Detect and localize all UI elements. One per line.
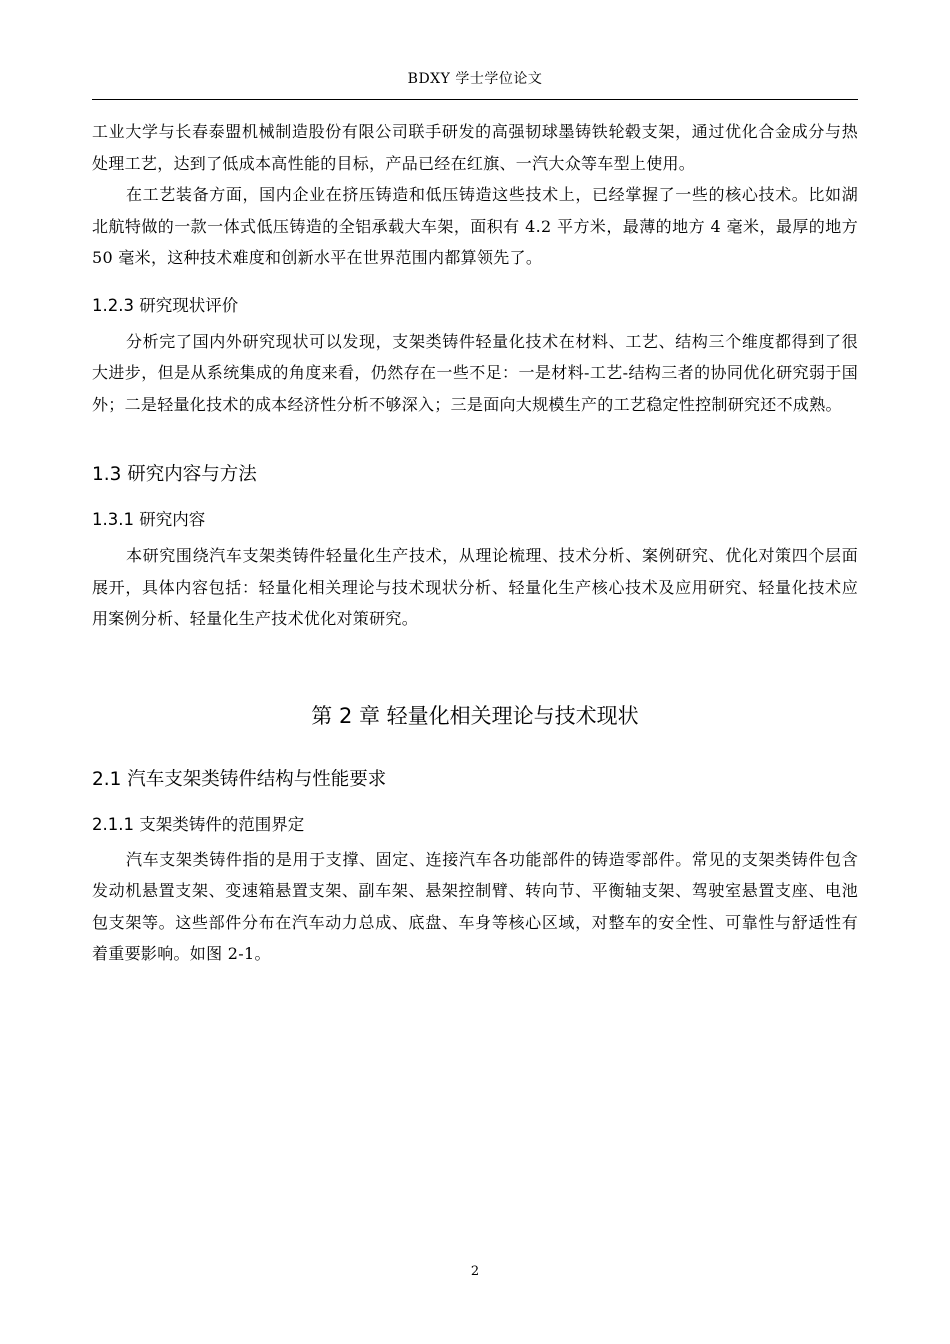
paragraph-research-content: 本研究围绕汽车支架类铸件轻量化生产技术，从理论梳理、技术分析、案例研究、优化对策四个层面展开，具体内容包括：轻量化相关理论与技术现状分析、轻量化生产核心技术及应用研究、轻量化技术应用案例分析、轻量化生产技术优化对策研究。 bbox=[92, 546, 858, 628]
paragraph-scope-definition: 汽车支架类铸件指的是用于支撑、固定、连接汽车各功能部件的铸造零部件。常见的支架类铸件包含发动机悬置支架、变速箱悬置支架、副车架、悬架控制臂、转向节、平衡轴支架、驾驶室悬置支座、电池包支架等。这些部件分布在汽车动力总成、底盘、车身等核心区域，对整车的安全性、可靠性与舒适性有着重要影响。如图 2-1。 bbox=[92, 849, 858, 963]
header-rule bbox=[92, 99, 858, 100]
page-body bbox=[92, 116, 858, 970]
paragraph-continued: 工业大学与长春泰盟机械制造股份有限公司联手研发的高强韧球墨铸铁轮毂支架，通过优化合金成分与热处理工艺，达到了低成本高性能的目标，产品已经在红旗、一汽大众等车型上使用。 bbox=[92, 122, 858, 173]
paragraph-research-evaluation: 分析完了国内外研究现状可以发现，支架类铸件轻量化技术在材料、工艺、结构三个维度都得到了很大进步，但是从系统集成的角度来看，仍然存在一些不足：一是材料-工艺-结构三者的协同优化研究弱于国外；二是轻量化技术的成本经济性分析不够深入；三是面向大规模生产的工艺稳定性控制研究还不成熟。 bbox=[92, 331, 858, 414]
section-heading-1-3-1: 1.3.1 研究内容 bbox=[92, 510, 206, 529]
section-heading-1-3: 1.3 研究内容与方法 bbox=[92, 464, 257, 485]
running-header: BDXY 学士学位论文 bbox=[407, 71, 543, 87]
page-number: 2 bbox=[470, 1264, 480, 1279]
section-heading-2-1-1: 2.1.1 支架类铸件的范围界定 bbox=[92, 814, 305, 834]
section-heading-2-1: 2.1 汽车支架类铸件结构与性能要求 bbox=[92, 768, 387, 790]
paragraph-process-equipment: 在工艺装备方面，国内企业在挤压铸造和低压铸造这些技术上，已经掌握了一些的核心技术。比如湖北航特做的一款一体式低压铸造的全铝承载大车架，面积有 4.2 平方米，最薄的地方 4 毫米，最厚的地方 50 毫米，这种技术难度和创新水平在世界范围内都算领先了。 bbox=[92, 185, 858, 267]
chapter-title: 第 2 章 轻量化相关理论与技术现状 bbox=[311, 703, 639, 728]
section-heading-1-2-3: 1.2.3 研究现状评价 bbox=[92, 295, 239, 315]
